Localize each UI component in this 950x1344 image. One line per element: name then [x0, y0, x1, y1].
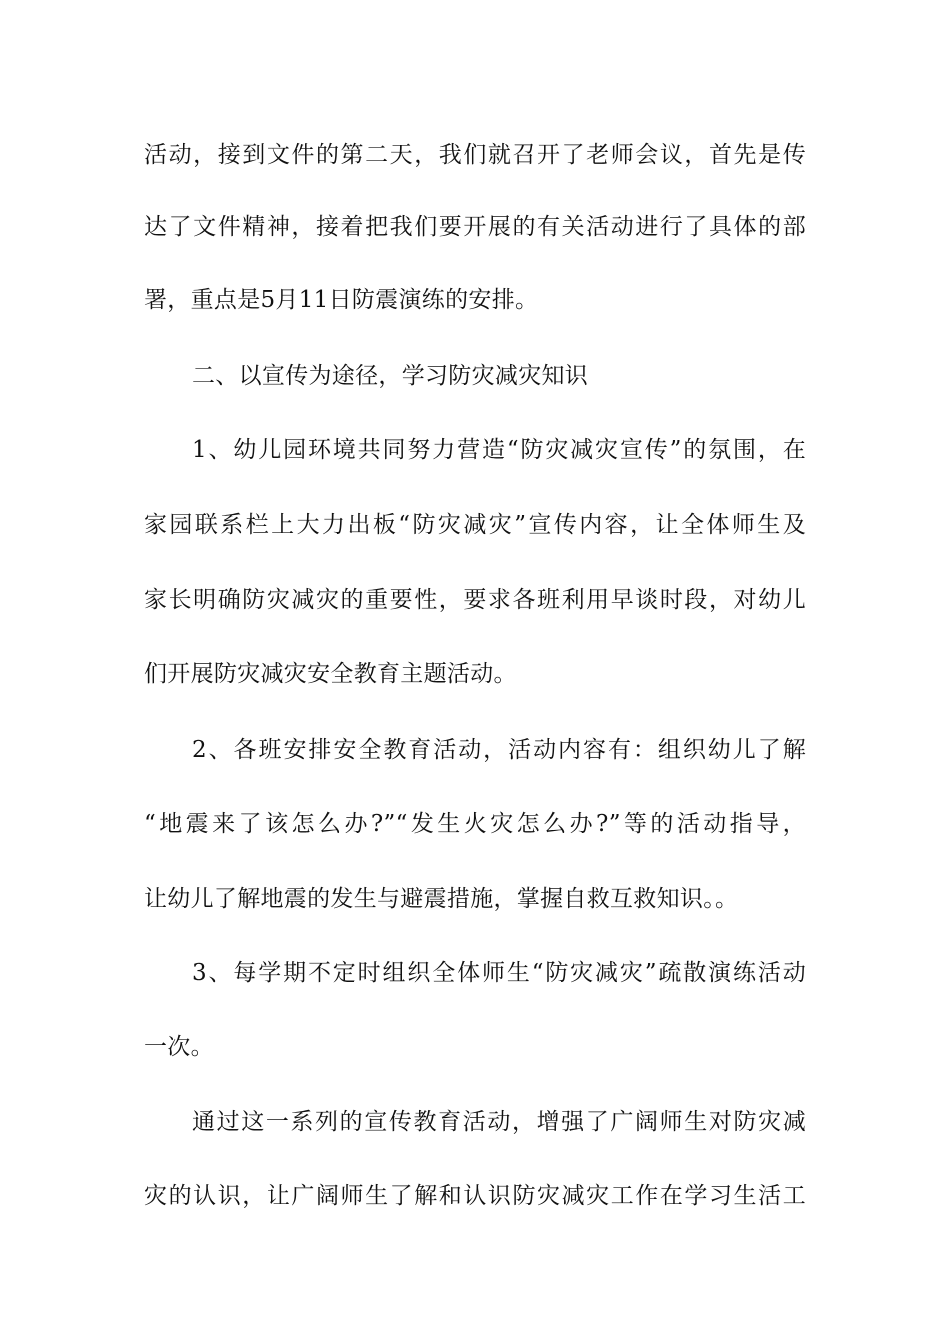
text-line-9: 2、各班安排安全教育活动，活动内容有：组织幼儿了解 [192, 737, 806, 763]
text-line-2: 达了文件精神，接着把我们要开展的有关活动进行了具体的部 [144, 214, 806, 240]
text-line-14: 通过这一系列的宣传教育活动，增强了广阔师生对防灾减 [192, 1109, 806, 1135]
text-line-13: 一次。 [144, 1034, 214, 1060]
text-line-6: 家园联系栏上大力出板“防灾减灾”宣传内容，让全体师生及 [144, 512, 806, 538]
text-line-10: “地震来了该怎么办?”“发生火灾怎么办?”等的活动指导， [144, 811, 806, 837]
text-line-7: 家长明确防灾减灾的重要性，要求各班利用早谈时段，对幼儿 [144, 587, 806, 613]
section-heading: 二、以宣传为途径，学习防灾减灾知识 [192, 363, 589, 389]
text-line-1: 活动，接到文件的第二天，我们就召开了老师会议，首先是传 [144, 142, 806, 168]
text-line-12: 3、每学期不定时组织全体师生“防灾减灾”疏散演练活动 [192, 960, 806, 986]
text-line-11: 让幼儿了解地震的发生与避震措施，掌握自救互救知识。。 [144, 886, 739, 912]
text-line-15: 灾的认识，让广阔师生了解和认识防灾减灾工作在学习生活工 [144, 1183, 806, 1209]
text-line-5: 1、幼儿园环境共同努力营造“防灾减灾宣传”的氛围，在 [192, 437, 806, 463]
text-line-3: 署，重点是5月11日防震演练的安排。 [144, 287, 539, 313]
text-line-8: 们开展防灾减灾安全教育主题活动。 [144, 661, 517, 687]
